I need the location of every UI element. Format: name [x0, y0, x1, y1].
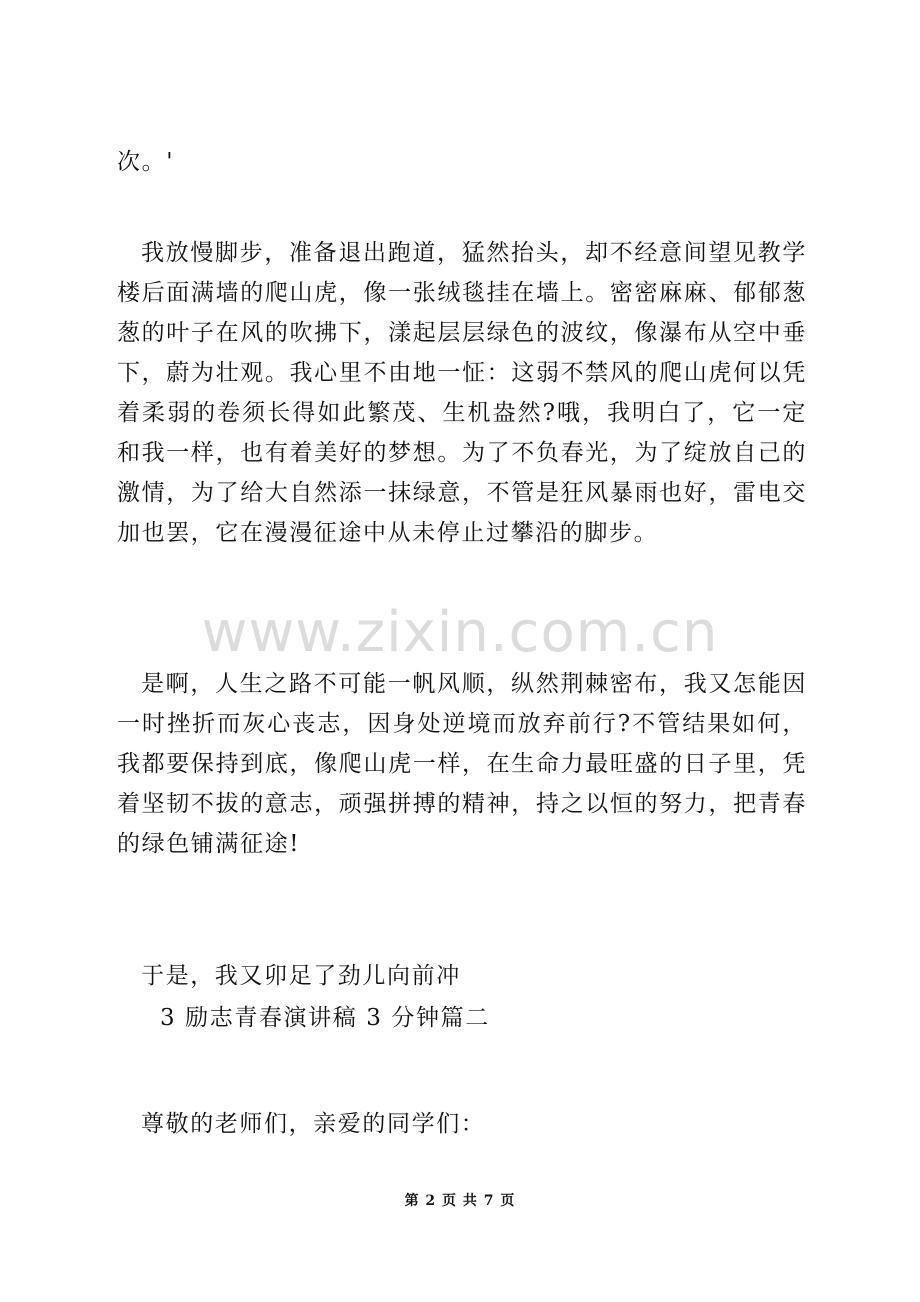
paragraph-continuation: 次。' [117, 149, 175, 175]
paragraph-greeting: 尊敬的老师们，亲爱的同学们： [141, 1111, 486, 1137]
paragraph-charge-forward: 于是，我又卯足了劲儿向前冲 [141, 963, 461, 989]
section-heading: 3 励志青春演讲稿 3 分钟篇二 [160, 1005, 490, 1031]
paragraph-ivy: 我放慢脚步，准备退出跑道，猛然抬头，却不经意间望见教学楼后面满墙的爬山虎，像一张绒毯挂在墙上。密密麻麻、郁郁葱葱的叶子在风的吹拂下，漾起层层绿色的波纹，像瀑布从空中垂下，蔚为壮观。我心里不由地一怔：这弱不禁风的爬山虎何以凭着柔弱的卷须长得如此繁茂、生机盎然?哦，我明白了，它一定和我一样，也有着美好的梦想。为了不负春光，为了绽放自己的激情，为了给大自然添一抹绿意，不管是狂风暴雨也好，雷电交加也罢，它在漫漫征途中从未停止过攀沿的脚步。 [117, 240, 807, 546]
watermark: www.zixin.com.cn [201, 600, 719, 665]
page-number-footer: 第 2 页 共 7 页 [404, 1193, 516, 1209]
paragraph-life: 是啊，人生之路不可能一帆风顺，纵然荆棘密布，我又怎能因一时挫折而灰心丧志，因身处逆境而放弃前行?不管结果如何，我都要保持到底，像爬山虎一样，在生命力最旺盛的日子里，凭着坚韧不拔的意志，顽强拼搏的精神，持之以恒的努力，把青春的绿色铺满征途! [117, 671, 807, 857]
